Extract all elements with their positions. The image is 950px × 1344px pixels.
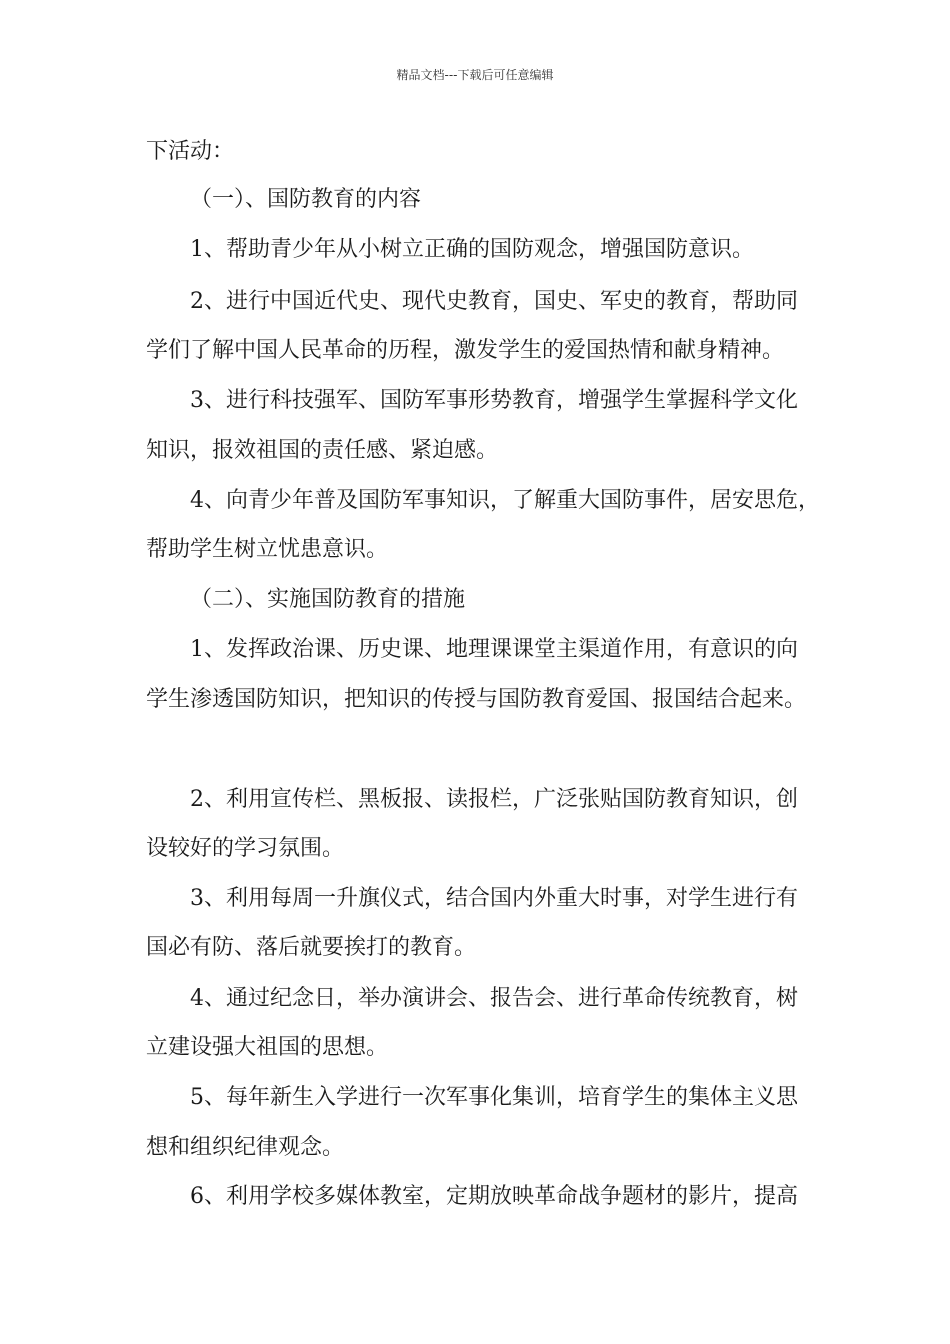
page-header: 精品文档---下载后可任意编辑 bbox=[396, 68, 554, 82]
